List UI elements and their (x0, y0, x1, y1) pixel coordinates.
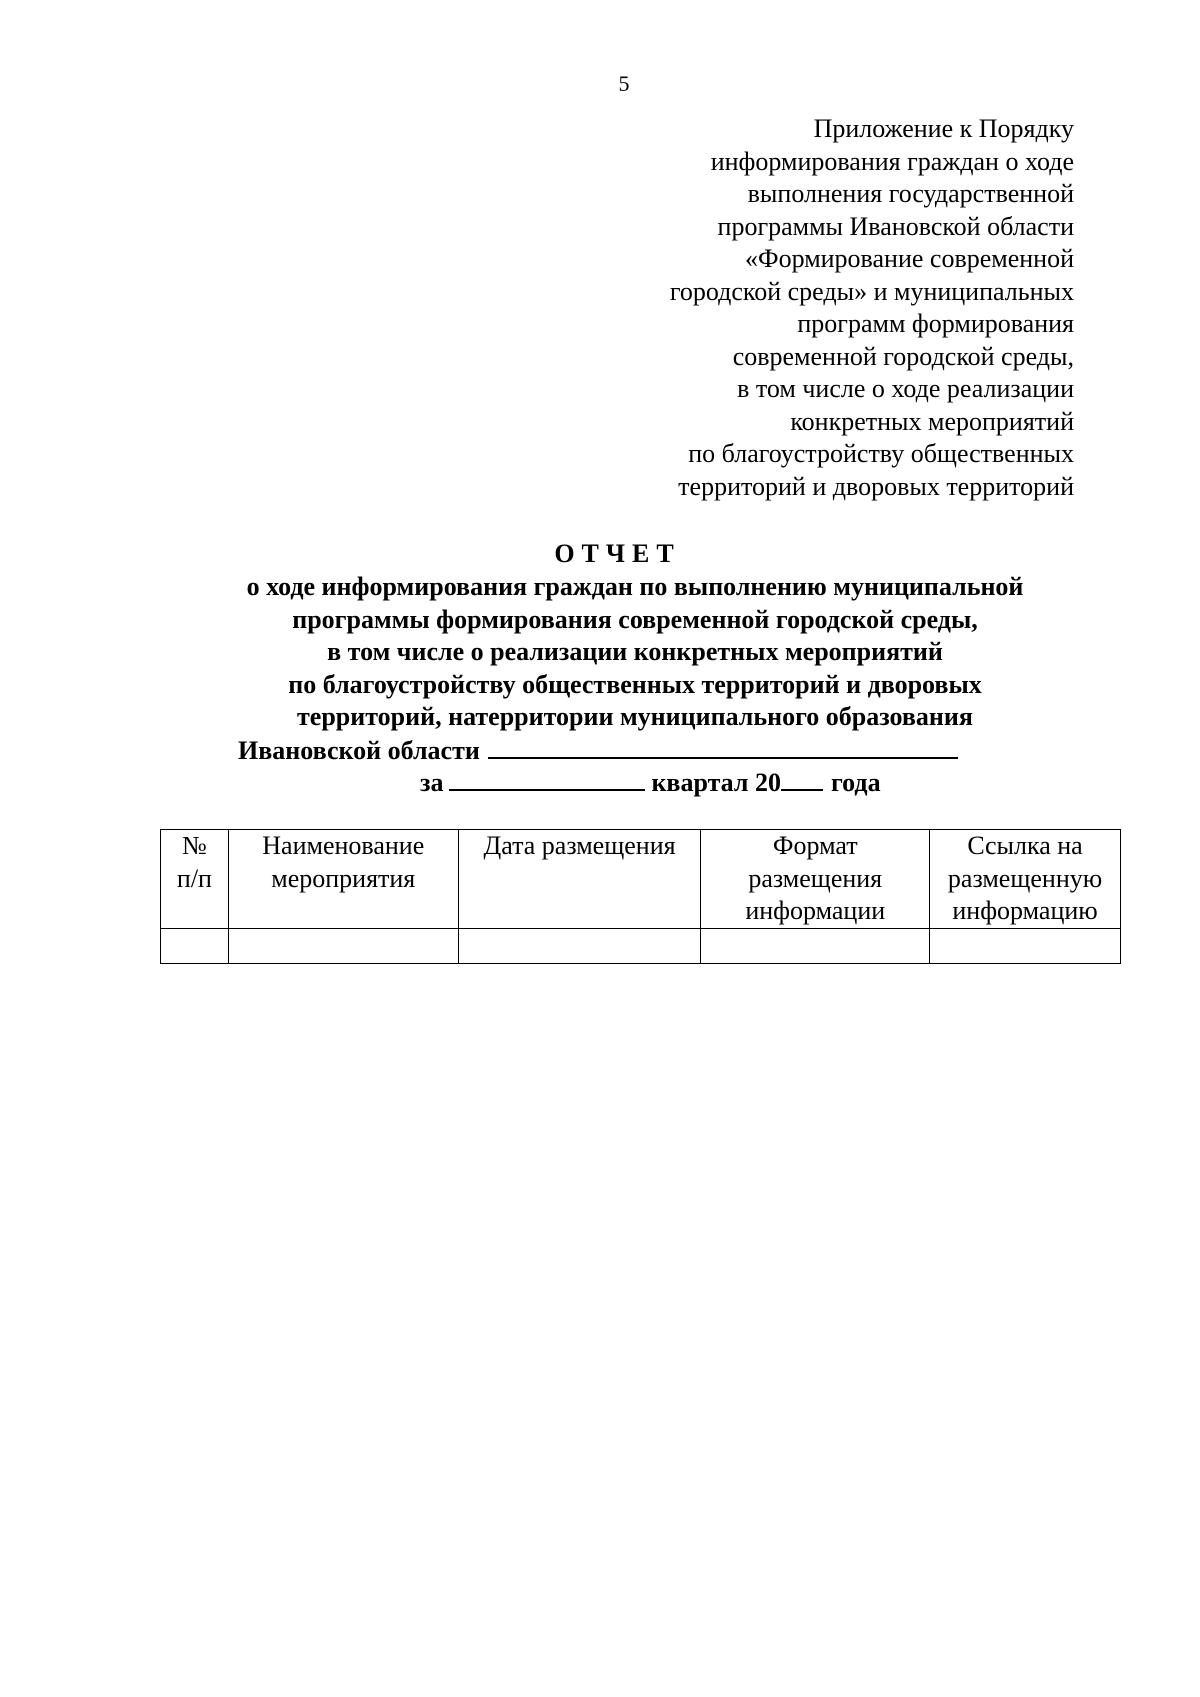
table-cell[interactable] (161, 928, 229, 963)
appendix-line: в том числе о ходе реализации (737, 374, 1074, 403)
header-line: размещения (748, 863, 883, 893)
period-suffix: года (831, 768, 881, 797)
header-line: информацию (952, 896, 1098, 925)
year-blank-field[interactable] (781, 765, 823, 791)
appendix-line: «Формирование современной (745, 244, 1074, 273)
header-publish-format (701, 830, 930, 929)
period-quarter-label: квартал 20 (651, 768, 781, 797)
header-line: Ссылка на (967, 831, 1083, 860)
report-subtitle-line: о ходе информирования граждан по выполнению муниципальной (246, 572, 1024, 601)
appendix-line: Приложение к Порядку (813, 114, 1074, 143)
table-cell[interactable] (701, 928, 930, 963)
region-label: Ивановской области (238, 736, 480, 765)
period-prefix: за (420, 768, 444, 797)
page-number: 5 (618, 71, 630, 96)
appendix-line: по благоустройству общественных (688, 439, 1074, 468)
appendix-note (514, 113, 1074, 503)
report-subtitle-line: программы формирования современной городской среды, (292, 604, 978, 634)
appendix-line: городской среды» и муниципальных (669, 276, 1074, 306)
appendix-line: современной городской среды, (732, 341, 1074, 371)
report-subtitle-line: в том числе о реализации конкретных мероприятий (327, 637, 943, 666)
header-publish-date (458, 830, 701, 929)
header-line: Формат (772, 831, 858, 860)
report-subtitle-line: территорий, натерритории муниципального образования (297, 702, 973, 731)
report-table (160, 829, 1121, 964)
report-title: ОТЧЕТ (554, 539, 681, 568)
header-link (930, 830, 1121, 929)
appendix-line: информирования граждан о ходе (710, 146, 1074, 176)
region-line (238, 733, 958, 767)
appendix-line: программы Ивановской области (717, 211, 1074, 241)
appendix-line: территорий и дворовых территорий (678, 471, 1074, 501)
table-cell[interactable] (228, 928, 458, 963)
report-subtitle (130, 571, 1140, 734)
region-blank-field[interactable] (488, 733, 958, 759)
header-line: размещенную (947, 863, 1103, 893)
header-event-name (228, 830, 458, 929)
header-line: № (182, 831, 207, 860)
quarter-blank-field[interactable] (449, 765, 645, 791)
header-line: Дата размещения (483, 831, 676, 860)
table-header-row (161, 830, 1121, 929)
report-subtitle-line: по благоустройству общественных территорий и дворовых (288, 669, 982, 699)
header-line: мероприятия (271, 863, 416, 893)
table-row (161, 928, 1121, 963)
header-line: Наименование (262, 831, 425, 860)
header-number (161, 830, 229, 929)
header-line: п/п (176, 863, 212, 893)
period-line (420, 765, 881, 799)
header-line: информации (745, 896, 886, 925)
appendix-line: конкретных мероприятий (790, 406, 1074, 436)
appendix-line: программ формирования (797, 309, 1074, 338)
appendix-line: выполнения государственной (747, 179, 1074, 208)
table-cell[interactable] (458, 928, 701, 963)
table-cell[interactable] (930, 928, 1121, 963)
